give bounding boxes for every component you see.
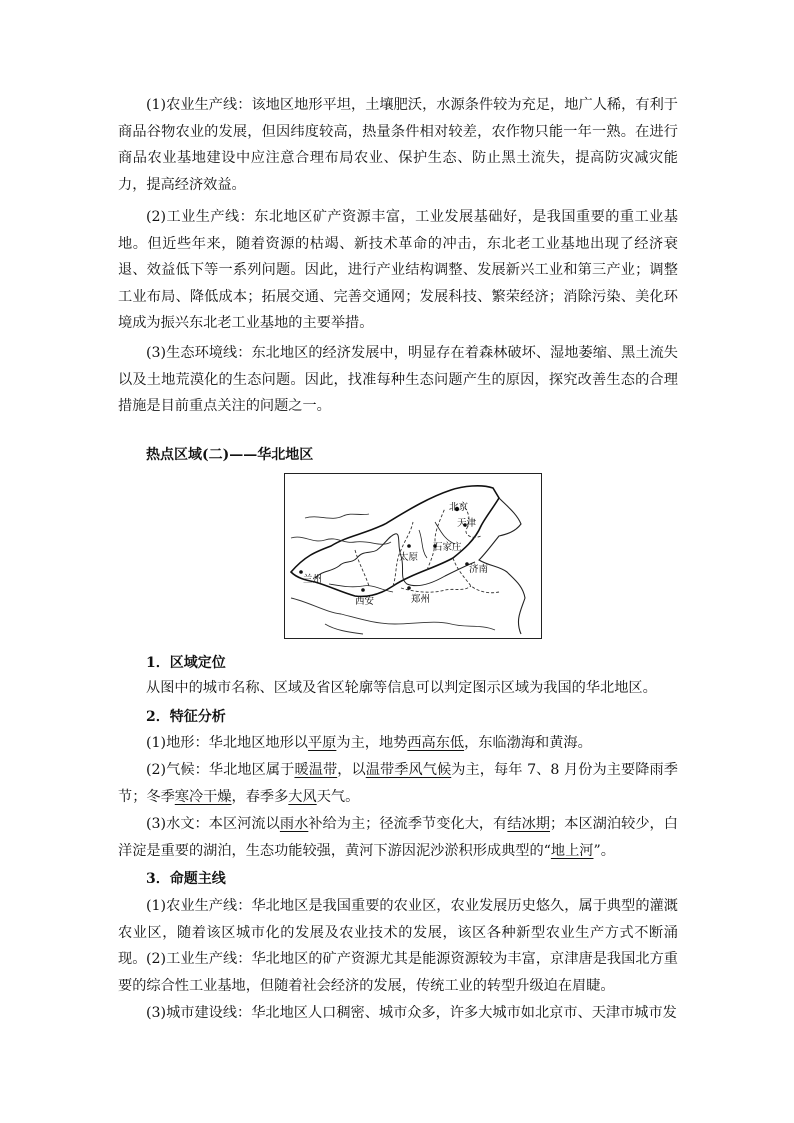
paragraph-ecology-ne: (3)生态环境线：东北地区的经济发展中，明显存在着森林破坏、湿地萎缩、黑土流失以及土地荒漠化的生态问题。因此，找准每种生态问题产生的原因，探究改善生态的合理措施是目前重点关注的问题之一。 — [118, 345, 678, 414]
climate-text-5: 天气。 — [316, 788, 360, 805]
section-heading-themes: 3．命题主线 — [146, 871, 226, 887]
map-drawing — [285, 474, 541, 638]
paragraph-terrain — [118, 730, 678, 757]
paragraph-city-north: (3)城市建设线：华北地区人口稠密、城市众多，许多大城市如北京市、天津市城市发 — [146, 1005, 677, 1021]
terrain-text-2: 为主，地势 — [336, 735, 408, 751]
terrain-underline-1: 平原 — [307, 735, 337, 751]
terrain-text-3: ，东临渤海和黄海。 — [464, 735, 592, 751]
map-label-zhengzhou: 郑州 — [411, 594, 431, 605]
paragraph-positioning: 从图中的城市名称、区域及省区轮廓等信息可以判定图示区域为我国的华北地区。 — [146, 680, 657, 696]
climate-underline-3: 寒冷干燥 — [174, 788, 232, 805]
north-china-map — [284, 473, 542, 639]
climate-text-3: 为主，每年 7、8 月份为主要降雨季节；冬季 — [118, 762, 678, 805]
paragraph-hydrology — [118, 811, 678, 864]
climate-text-2: ，以 — [337, 762, 366, 778]
climate-underline-1: 暖温带 — [294, 762, 338, 778]
map-label-taiyuan: 太原 — [399, 552, 419, 563]
paragraph-industry-ne: (2)工业生产线：东北地区矿产资源丰富，工业发展基础好，是我国重要的重工业基地。但近些年来，随着资源的枯竭、新技术革命的冲击，东北老工业基地出现了经济衰退、效益低下等一系列问题。因此，进行产业结构调整、发展新兴工业和第三产业；调整工业布局、降低成本；拓展交通、完善交通网；发展科技、繁荣经济；消除污染、美化环境成为振兴东北老工业基地的主要举措。 — [118, 209, 678, 331]
map-label-jinan: 济南 — [469, 564, 489, 575]
hydro-text-2: 补给为主；径流季节变化大，有 — [308, 816, 508, 832]
map-label-tianjin: 天津 — [457, 518, 477, 529]
terrain-underline-2: 西高东低 — [407, 735, 465, 751]
hotspot-title: 热点区域(二)——华北地区 — [146, 447, 314, 463]
map-label-lanzhou: 兰州 — [303, 574, 323, 585]
paragraph-industry-north: (2)工业生产线：华北地区的矿产资源尤其是能源资源较为丰富，京津唐是我国北方重要的综合性工业基地，但随着社会经济的发展，传统工业的转型升级迫在眉睫。 — [118, 951, 678, 994]
hydro-text-3: ；本区湖泊较少，白洋淀是重要的湖泊，生态功能较强，黄河下游因泥沙淤积形成典型的“ — [118, 816, 678, 859]
map-label-shijiazhuang: 石家庄 — [433, 542, 462, 553]
climate-underline-4: 大风 — [288, 788, 317, 805]
terrain-text-1: (1)地形：华北地区地形以 — [146, 735, 308, 751]
map-label-xian: 西安 — [355, 596, 375, 607]
section-heading-features: 2．特征分析 — [146, 709, 226, 725]
hydro-text-1: (3)水文：本区河流以 — [146, 816, 280, 832]
section-heading-positioning: 1．区域定位 — [146, 655, 226, 671]
climate-text-4: ，春季多 — [231, 788, 289, 805]
map-label-beijing: 北京 — [449, 502, 469, 513]
paragraph-agriculture-ne: (1)农业生产线：该地区地形平坦，土壤肥沃，水源条件较为充足，地广人稀，有利于商品谷物农业的发展，但因纬度较高，热量条件相对较差，农作物只能一年一熟。在进行商品农业基地建设中应注意合理布局农业、保护生态、防止黑土流失，提高防灾减灾能力，提高经济效益。 — [118, 97, 678, 193]
climate-underline-2: 温带季风气候 — [365, 762, 452, 778]
paragraph-agri-north: (1)农业生产线：华北地区是我国重要的农业区，农业发展历史悠久，属于典型的灌溉农业区，随着该区城市化的发展及农业技术的发展，该区各种新型农业生产方式不断涌现。 — [118, 898, 678, 967]
hydro-underline-3: 地上河 — [550, 842, 594, 859]
climate-text-1: (2)气候：华北地区属于 — [146, 762, 295, 778]
hydro-underline-2: 结冰期 — [507, 816, 551, 832]
hydro-underline-1: 雨水 — [279, 816, 309, 832]
hydro-text-4: ”。 — [593, 842, 615, 859]
paragraph-climate — [118, 757, 678, 810]
